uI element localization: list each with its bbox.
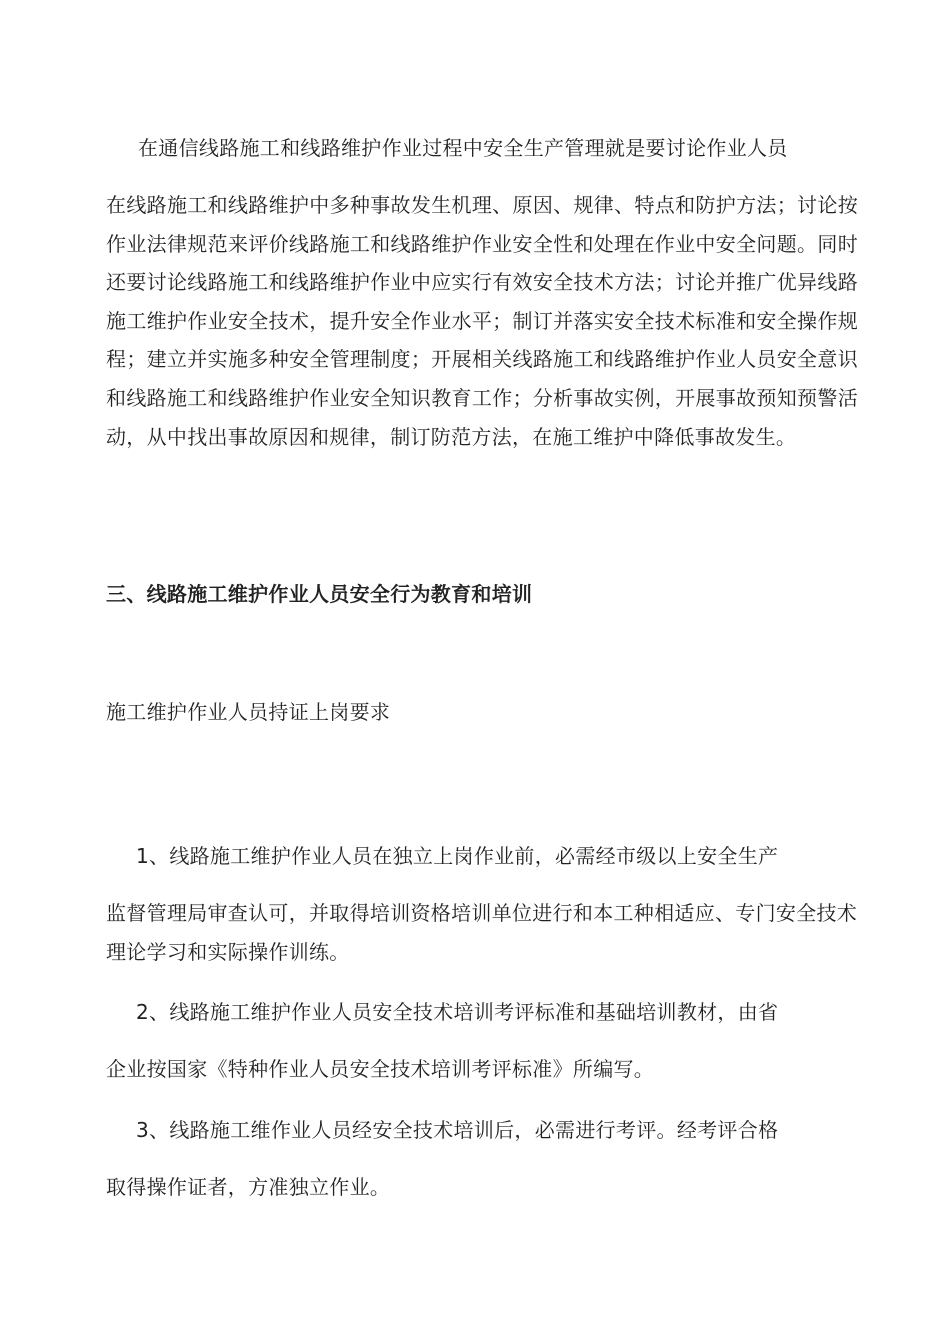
list-item-body: 监督管理局审查认可，并取得培训资格培训单位进行和本工种相适应、专门安全技术理论学习和实际操作训练。	[106, 901, 858, 964]
list-item	[106, 1114, 858, 1207]
list-item-first-line: 2、线路施工维护作业人员安全技术培训考评标准和基础培训教材，由省	[136, 1000, 779, 1024]
list-item-body: 取得操作证者，方准独立作业。	[106, 1175, 391, 1199]
list-item-body: 企业按国家《特种作业人员安全技术培训考评标准》所编写。	[106, 1057, 655, 1081]
section-heading: 三、线路施工维护作业人员安全行为教育和培训	[106, 582, 533, 606]
list-item	[106, 996, 858, 1089]
intro-first-line: 在通信线路施工和线路维护作业过程中安全生产管理就是要讨论作业人员	[138, 136, 788, 160]
intro-body: 在线路施工和线路维护中多种事故发生机理、原因、规律、特点和防护方法；讨论按作业法律规范来评价线路施工和线路维护作业安全性和处理在作业中安全问题。同时还要讨论线路施工和线路维护作业中应实行有效安全技术方法；讨论并推广优异线路施工维护作业安全技术，提升安全作业水平；制订并落实安全技术标准和安全操作规程；建立并实施多种安全管理制度；开展相关线路施工和线路维护作业人员安全意识和线路施工和线路维护作业安全知识教育工作；分析事故实例，开展事故预知预警活动，从中找出事故原因和规律，制订防范方法，在施工维护中降低事故发生。	[106, 193, 858, 449]
section-subheading: 施工维护作业人员持证上岗要求	[106, 700, 391, 724]
list-item	[106, 840, 858, 971]
list-item-first-line: 1、线路施工维护作业人员在独立上岗作业前，必需经市级以上安全生产	[136, 844, 779, 868]
intro-paragraph	[106, 132, 858, 456]
list-item-first-line: 3、线路施工维作业人员经安全技术培训后，必需进行考评。经考评合格	[136, 1118, 779, 1142]
